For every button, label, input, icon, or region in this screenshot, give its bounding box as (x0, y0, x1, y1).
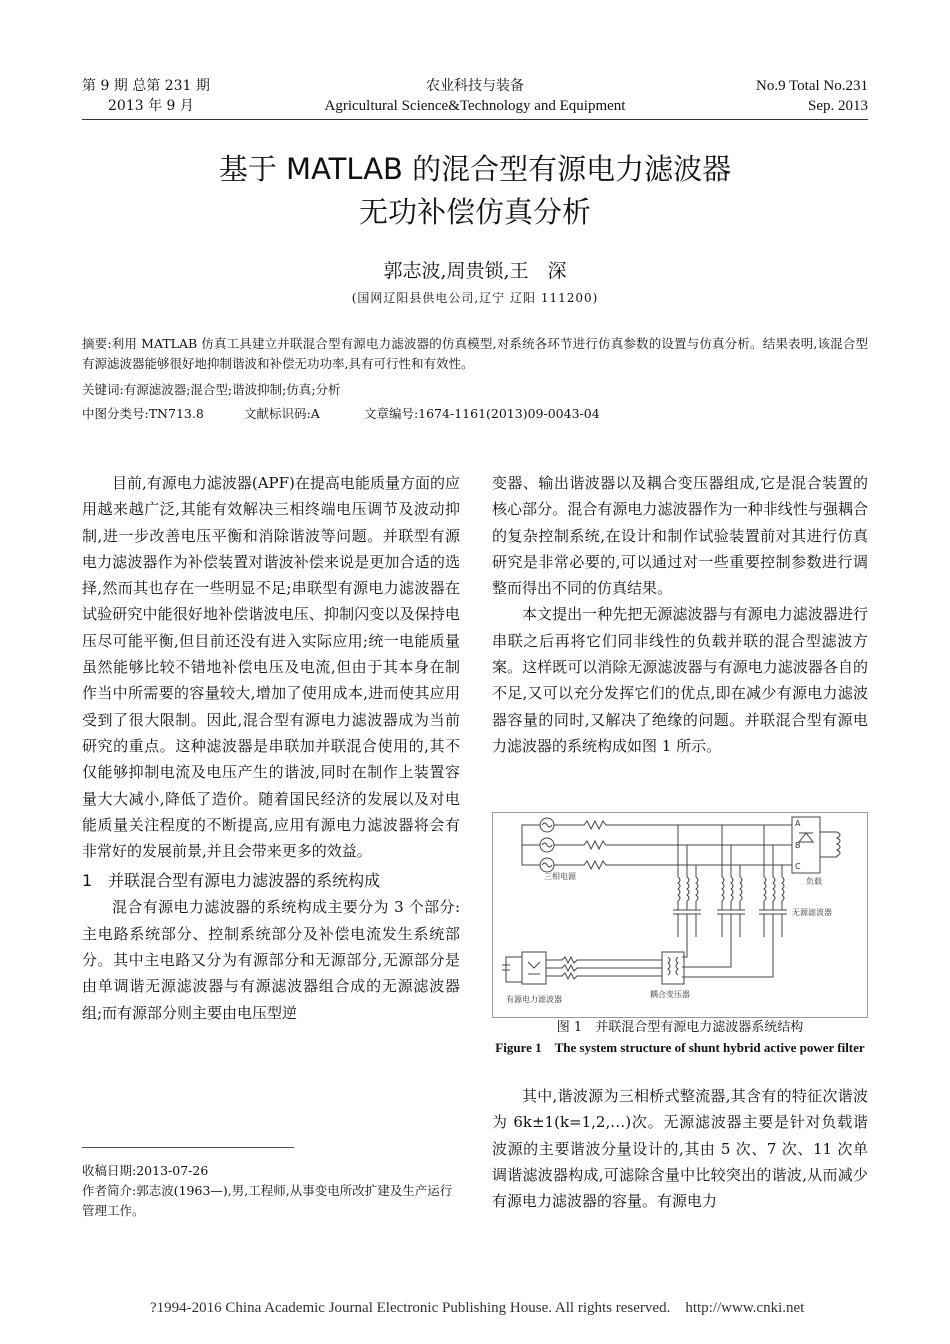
header-volume-date: Sep. 2013 (808, 98, 868, 114)
classification-line (82, 404, 868, 424)
header-journal (290, 76, 660, 116)
harmonic-paragraph: 其中,谐波源为三相桥式整流器,其含有的特征次谐波为 6k±1(k=1,2,…)次。无源滤波器主要是针对负载谐波源的主要谐波分量设计的,其由 5 次、7 次、11 次单调谐滤波器构成,可滤除含量中比较突出的谐波,从而减少有源电力滤波器的容量。有源电力 (492, 1087, 868, 1211)
intro-paragraph: 目前,有源电力滤波器(APF)在提高电能质量方面的应用越来越广泛,其能有效解决三相终端电压调节及波动抑制,进一步改善电压平衡和消除谐波等问题。并联型有源电力滤波器作为补偿装置对谐波补偿来说是更加合适的选择,然而其也存在一些明显不足;串联型有源电力滤波器在试验研究中能很好地补偿谐波电压、抑制闪变以及保持电压尽可能平衡,但目前还没有进入实际应用;统一电能质量虽然能够比较不错地补偿电压及电流,但由于其本身在制作当中所需要的容量较大,增加了使用成本,进而使其应用受到了很大限制。因此,混合型有源电力滤波器成为当前研究的重点。这种滤波器是串联加并联混合使用的,其不仅能够抑制电流及电压产生的谐波,同时在制作上装置容量大大减小,降低了造价。随着国民经济的发展以及对电能质量关注程度的不断提高,应用有源电力滤波器将会有非常好的发展前景,并且会带来更多的效益。 (82, 474, 460, 861)
figure-1-caption-en: Figure 1 The system structure of shunt hybrid active power filter (495, 1040, 865, 1055)
keywords: 关键词:有源滤波器;混合型;谐波抑制;仿真;分析 (82, 382, 341, 397)
label-phase-b: B (795, 841, 801, 850)
section-1-heading: 1 并联混合型有源电力滤波器的系统构成 (82, 871, 381, 891)
header-issue (82, 76, 312, 116)
system-paragraph: 混合有源电力滤波器的系统构成主要分为 3 个部分:主电路系统部分、控制系统部分及补偿电流发生系统部分。其中主电路又分为有源部分和无源部分,无源部分是由单调谐无源滤波器与有源滤波器组合成的无源滤波器组;而有源部分则主要由电压型逆 (82, 898, 460, 1022)
figure-1-caption-zh: 图 1 并联混合型有源电力滤波器系统结构 (556, 1020, 804, 1035)
left-column (82, 470, 460, 1026)
label-passive-filter: 无源滤波器 (792, 908, 832, 917)
header-issue-number: 第 9 期 总第 231 期 (82, 78, 210, 94)
header-divider (82, 119, 868, 120)
header-journal-zh: 农业科技与装备 (426, 78, 524, 94)
authors: 郭志波,周贵锁,王 深 (383, 260, 567, 282)
figure-1-circuit-diagram (492, 812, 868, 1018)
header-volume-number: No.9 Total No.231 (755, 78, 868, 94)
right-column-top (492, 470, 868, 759)
footnote (82, 1161, 460, 1221)
affiliation: (国网辽阳县供电公司,辽宁 辽阳 111200) (351, 291, 599, 305)
right-column-bottom (492, 1083, 868, 1214)
document-code: 文献标识码:A (243, 406, 320, 421)
header-issue-date: 2013 年 9 月 (108, 98, 194, 114)
header-volume (660, 76, 868, 116)
clc-number: 中图分类号:TN713.8 (82, 406, 204, 421)
abstract: 摘要:利用 MATLAB 仿真工具建立并联混合型有源电力滤波器的仿真模型,对系统各环节进行仿真参数的设置与仿真分析。结果表明,该混合型有源滤波器能够很好地抑制谐波和补偿无功功率,具有可行性和有效性。 (82, 336, 868, 371)
footnote-divider (82, 1147, 294, 1148)
copyright-notice: ?1994-2016 China Academic Journal Electronic Publishing House. All rights reserved. http://www.cnki.net (150, 1300, 805, 1316)
paper-title-line1: 基于 MATLAB 的混合型有源电力滤波器 (218, 152, 732, 186)
received-date: 收稿日期:2013-07-26 (82, 1163, 209, 1178)
article-number: 文章编号:1674-1161(2013)09-0043-04 (363, 406, 600, 421)
paper-title-line2: 无功补偿仿真分析 (358, 195, 591, 229)
label-phase-a: A (795, 819, 801, 828)
scheme-paragraph: 本文提出一种先把无源滤波器与有源电力滤波器进行串联之后再将它们同非线性的负载并联的混合型滤波方案。这样既可以消除无源滤波器与有源电力滤波器各自的不足,又可以充分发挥它们的优点,即在减少有源电力滤波器容量的同时,又解决了绝缘的问题。并联混合型有源电力滤波器的系统构成如图 1 所示。 (492, 605, 868, 755)
author-bio: 作者简介:郭志波(1963—),男,工程师,从事变电所改扩建及生产运行管理工作。 (82, 1183, 453, 1218)
label-three-phase-source: 三相电源 (544, 872, 576, 881)
circuit-svg (492, 812, 868, 1018)
continued-paragraph: 变器、输出谐波器以及耦合变压器组成,它是混合装置的核心部分。混合有源电力滤波器作为一种非线性与强耦合的复杂控制系统,在设计和制作试验装置前对其进行仿真研究是非常必要的,可以通过对一些重要控制参数进行调整而得出不同的仿真结果。 (492, 474, 868, 598)
label-load: 负载 (806, 877, 822, 886)
header-journal-en: Agricultural Science&Technology and Equipment (324, 98, 626, 114)
label-phase-c: C (795, 862, 801, 871)
label-apf: 有源电力滤波器 (506, 995, 562, 1004)
label-coupling-transformer: 耦合变压器 (650, 990, 690, 999)
